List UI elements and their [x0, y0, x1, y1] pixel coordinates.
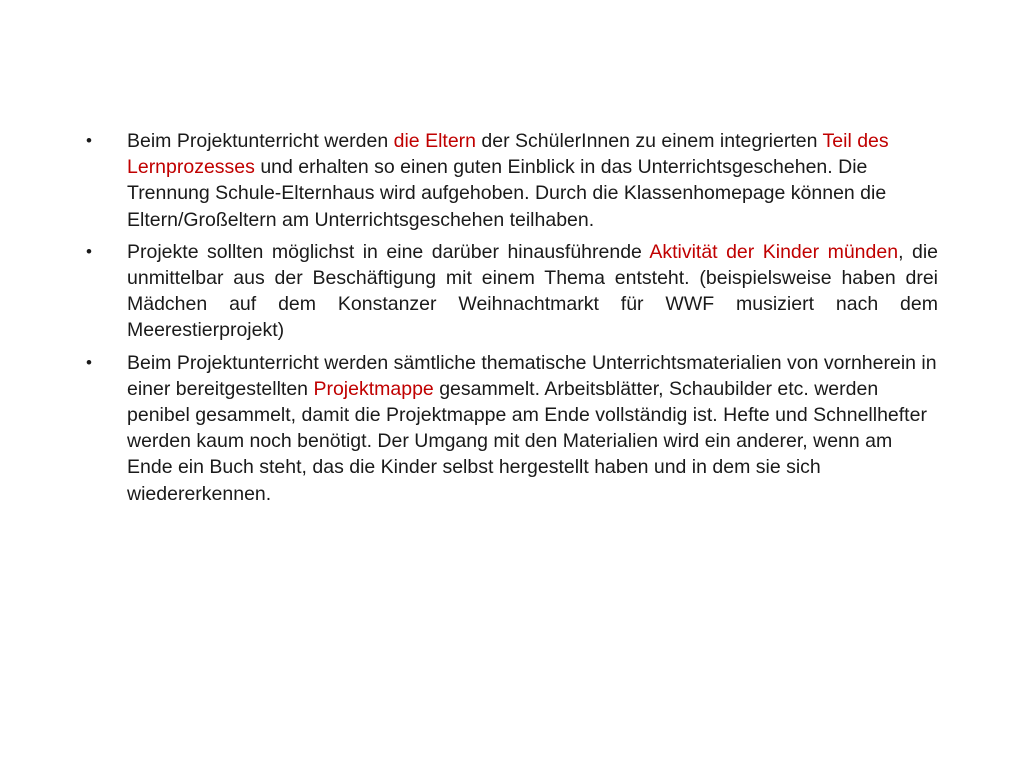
highlight-die-eltern: die Eltern [393, 130, 477, 152]
text-segment: und erhalten so einen guten Einblick in das Unterrichtsgeschehen. Die Trennung Schule-Elternhaus wird aufgehoben. Durch die Klassenhomepage können die Eltern/Großeltern am Unterrichtsgeschehen teilhaben. [127, 156, 887, 231]
text-segment: , die unmittelbar aus der Beschäftigung mit einem Thema entsteht. (beispielsweise haben drei Mädchen auf dem Konstanzer Weihnachtmarkt für WWF musiziert nach dem Meerestierprojekt) [127, 240, 939, 342]
bullet-text [127, 241, 938, 342]
text-segment: gesammelt. Arbeitsblätter, Schaubilder etc. werden penibel gesammelt, damit die Projektmappe am Ende vollständig ist. Hefte und Schnellhefter werden kaum noch benötigt. Der Umgang mit den Materialien wird ein anderer, wenn am Ende ein Buch steht, das die Kinder selbst hergestellt haben und in dem sie sich wiedererkennen. [127, 377, 927, 505]
bullet-item-projekte [86, 239, 938, 344]
text-segment: Beim Projektunterricht werden sämtliche thematische Unterrichtsmaterialien von vornherein in einer bereitgestellten [127, 351, 937, 400]
bullet-text [127, 352, 937, 505]
bullet-marker: • [86, 131, 92, 150]
text-segment: Beim Projektunterricht werden [127, 130, 394, 152]
bullet-item-eltern [86, 128, 938, 233]
bullet-list [86, 128, 938, 513]
highlight-teil-des-lernprozesses: Teil des Lernprozesses [127, 130, 889, 179]
bullet-item-projektmappe [86, 350, 938, 507]
highlight-aktivitaet-der-kinder: Aktivität der Kinder münden [649, 240, 899, 263]
text-segment: der SchülerInnen zu einem integrierten [476, 130, 823, 152]
bullet-marker: • [86, 241, 92, 261]
bullet-marker: • [86, 352, 92, 372]
highlight-projektmappe: Projektmappe [313, 377, 434, 400]
text-segment: Projekte sollten möglichst in eine darüber hinausführende [127, 240, 650, 263]
bullet-text [127, 130, 889, 231]
